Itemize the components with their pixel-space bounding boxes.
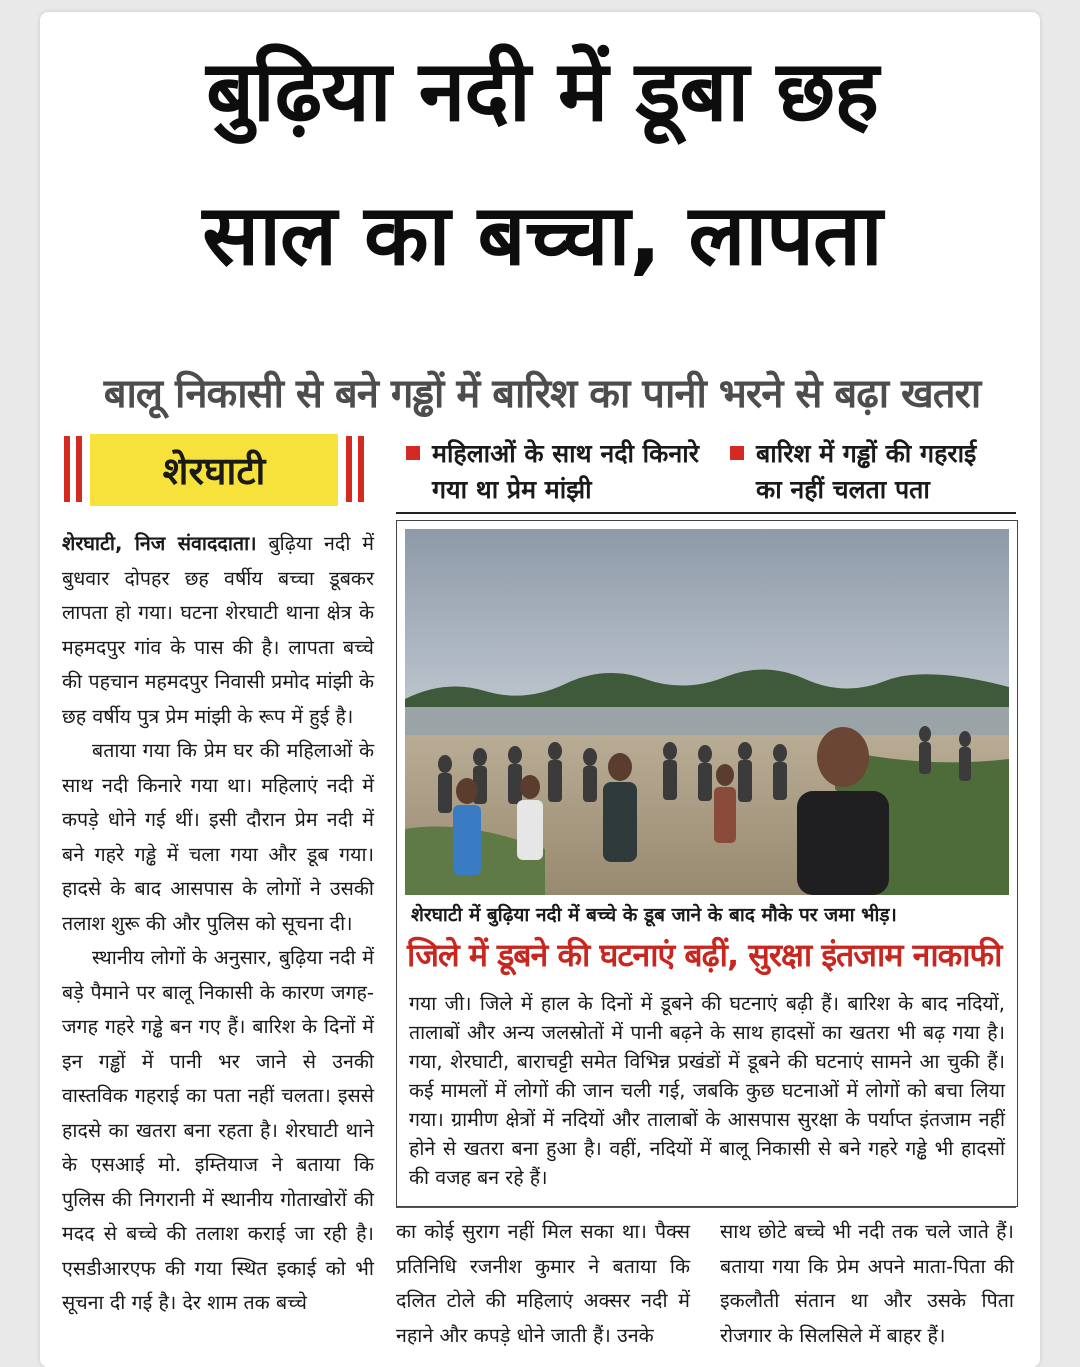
paragraph-1-text: बुढ़िया नदी में बुधवार दोपहर छह वर्षीय बच्चा डूबकर लापता हो गया। घटना शेरघाटी थाना क्षेत्र के महमदपुर गांव के पास की है। लापता बच्चे की पहचान महमदपुर निवासी प्रमोद मांझी के छह वर्षीय पुत्र प्रेम मांझी के रूप में हुई है। bbox=[62, 532, 374, 728]
location-tag-label: शेरघाटी bbox=[90, 434, 338, 506]
highlight-1 bbox=[406, 436, 699, 508]
main-story-column-3: साथ छोटे बच्चे भी नदी तक चले जाते हैं। बताया गया कि प्रेम अपने माता-पिता की इकलौती संतान था और उसके पिता रोजगार के सिलसिले में बाहर हैं। bbox=[720, 1220, 1014, 1347]
dateline: शेरघाटी, निज संवाददाता। bbox=[62, 532, 257, 555]
photo-caption: शेरघाटी में बुढ़िया नदी में बच्चे के डूब जाने के बाद मौके पर जमा भीड़। bbox=[411, 904, 897, 926]
crowd-photo bbox=[405, 529, 1009, 895]
headline-line-2: साल का बच्चा, लापता bbox=[202, 186, 882, 284]
box-story-body: गया जी। जिले में हाल के दिनों में डूबने की घटनाएं बढ़ी हैं। बारिश के बाद नदियों, तालाबों और अन्य जलस्रोतों में पानी बढ़ने के साथ हादसों का खतरा भी बढ़ गया है। गया, शेरघाटी, बाराचट्टी समेत विभिन्न प्रखंडों में डूबने की घटनाएं सामने आ चुकी हैं। कई मामलों में लोगों की जान चली गई, जबकि कुछ घटनाओं में लोगों को बचा लिया गया। ग्रामीण क्षेत्रों में नदियों और तालाबों के आसपास सुरक्षा के पर्याप्त इंतजाम नहीं होने से खतरा बना हुआ है। वहीं, नदियों में बालू निकासी से बने गहरे गड्ढे भी हादसों की वजह बन रहे हैं। bbox=[409, 992, 1005, 1189]
box-story-headline: जिले में डूबने की घटनाएं बढ़ीं, सुरक्षा इंतजाम नाकाफी bbox=[407, 936, 1002, 974]
subheadline: बालू निकासी से बने गड्ढों में बारिश का पानी भरने से बढ़ा खतरा bbox=[103, 371, 981, 417]
story-paragraph-3: स्थानीय लोगों के अनुसार, बुढ़िया नदी में बड़े पैमाने पर बालू निकासी के कारण जगह-जगह गहरे गड्ढे बन गए हैं। बारिश के दिनों में इन गड्ढों में पानी भर जाने से उनकी वास्तविक गहराई का पता नहीं चलता। इससे हादसे का खतरा बना रहता है। शेरघाटी थाने के एसआई मो. इम्तियाज ने बताया कि पुलिस की निगरानी में स्थानीय गोताखोरों की मदद से बच्चे की तलाश कराई जा रही है। एसडीआरएफ की गया स्थित इकाई को भी सूचना दी गई है। देर शाम तक बच्चे bbox=[62, 946, 374, 1314]
highlight-1-line-2: गया था प्रेम मांझी bbox=[432, 475, 592, 504]
divider bbox=[396, 1207, 1016, 1208]
newspaper-clipping bbox=[40, 12, 1040, 1367]
story-paragraph-1 bbox=[62, 527, 374, 734]
square-bullet-icon bbox=[730, 446, 744, 460]
river-crowd-photo-icon bbox=[405, 529, 1009, 895]
tag-bar-icon bbox=[76, 436, 82, 502]
photo-box bbox=[396, 520, 1018, 1207]
highlight-2-line-2: का नहीं चलता पता bbox=[756, 475, 930, 504]
location-tag bbox=[64, 434, 364, 506]
tag-bar-icon bbox=[358, 436, 364, 502]
highlight-1-line-1: महिलाओं के साथ नदी किनारे bbox=[432, 439, 699, 468]
tag-bar-icon bbox=[346, 436, 352, 502]
story-paragraph-2: बताया गया कि प्रेम घर की महिलाओं के साथ नदी किनारे गया था। महिलाएं नदी में कपड़े धोने गई थीं। इसी दौरान प्रेम नदी में बने गहरे गड्ढे में चला गया और डूब गया। हादसे के बाद आसपास के लोगों ने उसकी तलाश शुरू की और पुलिस को सूचना दी। bbox=[62, 739, 374, 935]
divider bbox=[396, 512, 1016, 514]
highlight-2 bbox=[730, 436, 976, 508]
square-bullet-icon bbox=[406, 446, 420, 460]
main-story-column-2: का कोई सुराग नहीं मिल सका था। पैक्स प्रतिनिधि रजनीश कुमार ने बताया कि दलित टोले की महिलाएं अक्सर नदी में नहाने और कपड़े धोने जाती हैं। उनके bbox=[396, 1220, 690, 1347]
highlight-2-line-1: बारिश में गड्ढों की गहराई bbox=[756, 439, 977, 468]
tag-bar-icon bbox=[64, 436, 70, 502]
main-story-column-1 bbox=[62, 527, 374, 1321]
headline-line-1: बुढ़िया नदी में डूबा छह bbox=[206, 42, 878, 140]
